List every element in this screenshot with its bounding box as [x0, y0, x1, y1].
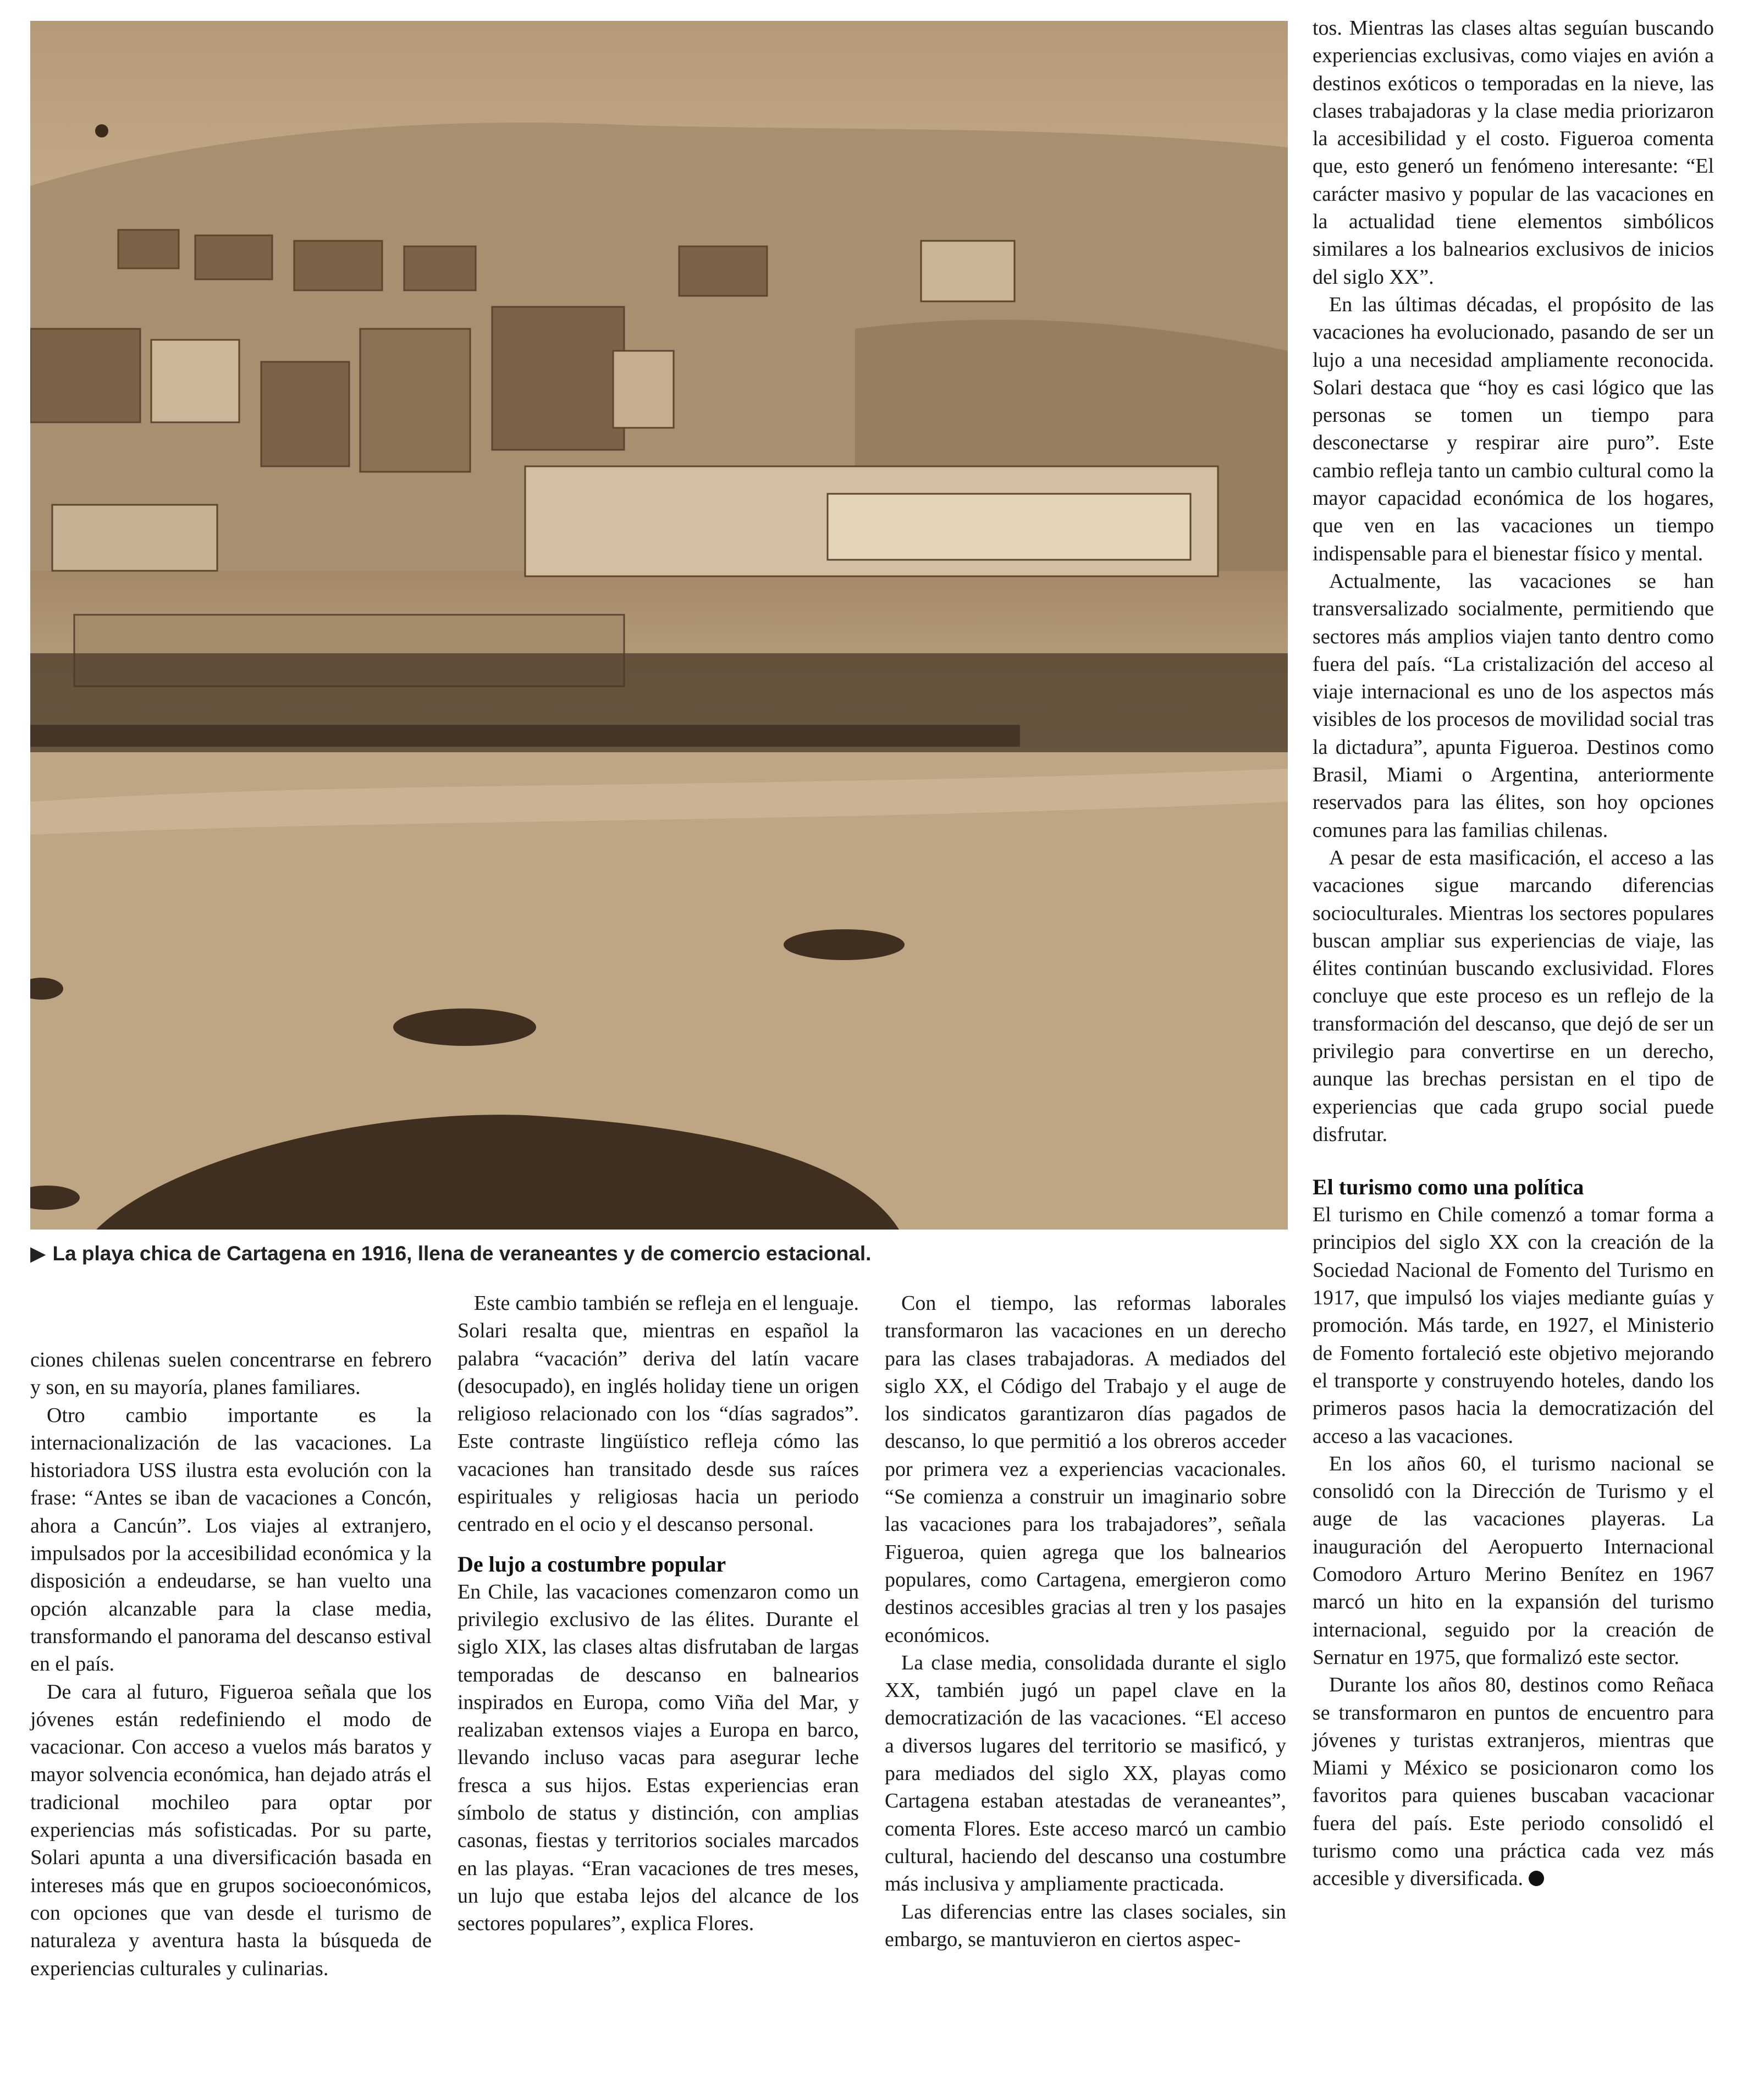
paragraph: ciones chilenas suelen concentrarse en febrero y son, en su mayoría, planes familiares. — [30, 1348, 432, 1399]
photo-caption — [30, 1238, 1288, 1269]
paragraph: Este cambio también se refleja en el lenguaje. Solari resalta que, mientras en español la palabra “vacación” deriva del latín vacare (desocupado), en inglés holiday tiene un origen religioso relacionado con los “días sagrados”. Este contraste lingüístico refleja cómo las vacaciones han transitado desde sus raíces espirituales y religiosas hacia un periodo centrado en el ocio y el descanso personal. — [457, 1292, 859, 1536]
column-4 — [1313, 14, 1714, 1893]
section-heading: De lujo a costumbre popular — [457, 1551, 726, 1577]
paragraph — [1313, 1671, 1714, 1892]
paragraph: Con el tiempo, las reformas laborales transformaron las vacaciones en un derecho para las clases trabajadoras. A mediados del siglo XX, el Código del Trabajo y el auge de los sindicatos garantizaron días pagados de descanso, lo que permitió a los obreros acceder por primera vez a experiencias vacacionales. “Se comienza a construir un imaginario sobre las vacaciones para los trabajadores”, señala Figueroa, quien agrega que los balnearios populares, como Cartagena, emergieron como destinos accesibles gracias al tren y los pasajes económicos. — [885, 1292, 1286, 1647]
column-2 — [457, 1289, 859, 1938]
paragraph: De cara al futuro, Figueroa señala que los jóvenes están redefiniendo el modo de vacacionar. Con acceso a vuelos más baratos y mayor solvencia económica, han dejado atrás el tradicional mochileo para optar por experiencias más sofisticadas. Por su parte, Solari apunta a una diversificación basada en intereses más que en grupos socioeconómicos, con opciones que van desde el turismo de naturaleza y aventura hasta la búsqueda de experiencias culturales y culinarias. — [30, 1680, 432, 1980]
paragraph: A pesar de esta masificación, el acceso a las vacaciones sigue marcando diferencias socioculturales. Mientras los sectores populares buscan ampliar sus experiencias de viaje, las élites continúan buscando exclusividad. Flores concluye que este proceso es un reflejo de la transformación del descanso, que dejó de ser un privilegio para convertirse en un derecho, aunque las brechas persistan en el tipo de experiencias que cada grupo social puede disfrutar. — [1313, 846, 1714, 1146]
section-heading: El turismo como una política — [1313, 1175, 1584, 1200]
column-1 — [30, 1346, 432, 1982]
paragraph: La clase media, consolidada durante el siglo XX, también jugó un papel clave en la democratización de las vacaciones. “El acceso a diversos lugares del territorio se masificó, y para mediados del siglo XX, playas como Cartagena estaban atestadas de veraneantes”, comenta Flores. Este acceso marcó un cambio cultural, haciendo del descanso una costumbre más inclusiva y ampliamente practicada. — [885, 1651, 1286, 1896]
paragraph: Las diferencias entre las clases sociales, sin embargo, se mantuvieron en ciertos aspec- — [885, 1900, 1286, 1951]
caption-triangle-icon: ▶ — [30, 1242, 46, 1265]
paragraph: En los años 60, el turismo nacional se consolidó con la Dirección de Turismo y el auge de las vacaciones playeras. La inauguración del Aeropuerto Internacional Comodoro Arturo Merino Benítez en 1967 marcó un hito en la expansión del turismo internacional, seguido por la creación de Sernatur en 1975, que formalizó este sector. — [1313, 1452, 1714, 1669]
crowd-edge — [30, 725, 1020, 747]
paragraph: El turismo en Chile comenzó a tomar forma a principios del siglo XX con la creación de la Sociedad Nacional de Fomento del Turismo en 1917, que impulsó los viajes mediante guías y promoción. Más tarde, en 1927, el Ministerio de Fomento fortaleció este objetivo mejorando el transporte y construyendo hoteles, dando los primeros pasos hacia la democratización del acceso a las vacaciones. — [1313, 1203, 1714, 1448]
spot — [95, 124, 108, 137]
paragraph: En Chile, las vacaciones comenzaron como un privilegio exclusivo de las élites. Durante el siglo XIX, las clases altas disfrutaban de largas temporadas de descanso en balnearios inspirados en Europa, como Viña del Mar, y realizaban extensos viajes a Europa en barco, llevando incluso vacas para asegurar leche fresca a sus hijos. Estas experiencias eran símbolo de status y distinción, con amplias casonas, fiestas y territorios sociales marcados en las playas. “Eran vacaciones de tres meses, un lujo que estaba lejos del alcance de los sectores populares”, explica Flores. — [457, 1580, 859, 1936]
beach-photo — [30, 21, 1288, 1230]
paragraph: Actualmente, las vacaciones se han transversalizado socialmente, permitiendo que sectores más amplios viajen tanto dentro como fuera del país. “La cristalización del acceso al viaje internacional es uno de los aspectos más visibles de los procesos de movilidad social tras la dictadura”, apunta Figueroa. Destinos como Brasil, Miami o Argentina, anteriormente reservados para las élites, son hoy opciones comunes para las familias chilenas. — [1313, 569, 1714, 842]
paragraph-text: Durante los años 80, destinos como Reñaca se transformaron en puntos de encuentro para jóvenes y turistas extranjeros, mientras que Miami y México se posicionaron como los favoritos para quienes buscaban vacacionar fuera del país. Este periodo consolidó el turismo como una práctica cada vez más accesible y diversificada. — [1313, 1673, 1714, 1890]
caption-text: La playa chica de Cartagena en 1916, llena de veraneantes y de comercio estacional. — [52, 1242, 872, 1265]
column-3 — [885, 1289, 1286, 1953]
paragraph: En las últimas décadas, el propósito de las vacaciones ha evolucionado, pasando de ser un lujo a una necesidad ampliamente reconocida. Solari destaca que “hoy es casi lógico que las personas se tomen un tiempo para desconectarse y respirar aire puro”. Este cambio refleja tanto un cambio cultural como la mayor capacidad económica de los hogares, que ven en las vacaciones un tiempo indispensable para el bienestar físico y mental. — [1313, 293, 1714, 565]
paragraph: Otro cambio importante es la internacionalización de las vacaciones. La historiadora USS ilustra esta evolución con la frase: “Antes se iban de vacaciones a Concón, ahora a Cancún”. Los viajes al extranjero, impulsados por la accesibilidad económica y la disposición a endeudarse, se han vuelto una opción alcanzable para la clase media, transformando el panorama del descanso estival en el país. — [30, 1403, 432, 1676]
paragraph: tos. Mientras las clases altas seguían buscando experiencias exclusivas, como viajes en avión a destinos exóticos o temporadas en la nieve, las clases trabajadoras y la clase media priorizaron la accesibilidad y el costo. Figueroa comenta que, esto generó un fenómeno interesante: “El carácter masivo y popular de las vacaciones en la actualidad tiene elementos simbólicos similares a los balnearios exclusivos de inicios del siglo XX”. — [1313, 16, 1714, 289]
end-mark-icon — [1529, 1871, 1544, 1886]
photo-illustration — [30, 21, 1288, 1230]
